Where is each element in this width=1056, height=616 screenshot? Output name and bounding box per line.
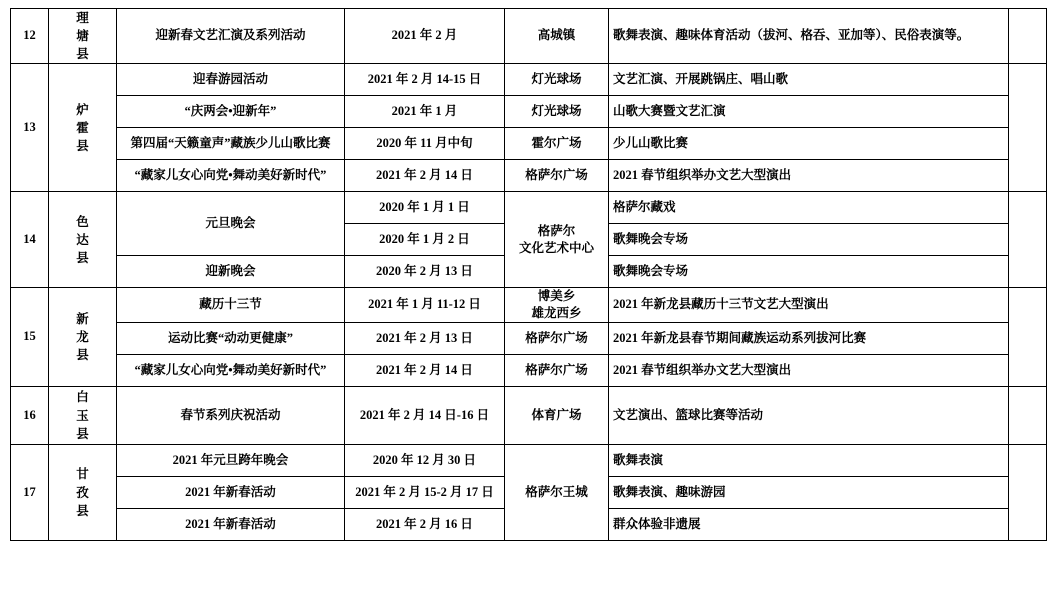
- spacer-cell: [1009, 64, 1047, 192]
- activity-place: 灯光球场: [505, 64, 609, 96]
- row-number: 13: [11, 64, 49, 192]
- activity-name: “藏家儿女心向党•舞动美好新时代”: [117, 355, 345, 387]
- activity-name: 元旦晚会: [117, 192, 345, 256]
- activity-time: 2021 年 1 月: [345, 96, 505, 128]
- document-page: [0, 8, 1056, 616]
- activity-place: 体育广场: [505, 387, 609, 445]
- activity-time: 2021 年 2 月 16 日: [345, 509, 505, 541]
- activity-time: 2021 年 2 月: [345, 9, 505, 64]
- activity-place: 霍尔广场: [505, 128, 609, 160]
- row-number: 17: [11, 445, 49, 541]
- activity-time: 2020 年 12 月 30 日: [345, 445, 505, 477]
- table-body: [11, 9, 1047, 541]
- activity-name: 春节系列庆祝活动: [117, 387, 345, 445]
- activity-name: 第四届“天籁童声”藏族少儿山歌比赛: [117, 128, 345, 160]
- activity-name: 2021 年新春活动: [117, 509, 345, 541]
- activity-time: 2021 年 2 月 14 日-16 日: [345, 387, 505, 445]
- county-name: 炉 霍 县: [49, 64, 117, 192]
- activity-name: 运动比赛“动动更健康”: [117, 323, 345, 355]
- activity-content: 文艺汇演、开展跳锅庄、唱山歌: [609, 64, 1009, 96]
- activity-content: 群众体验非遗展: [609, 509, 1009, 541]
- table-row: [11, 288, 1047, 323]
- spacer-cell: [1009, 288, 1047, 387]
- activity-content: 2021 春节组织举办文艺大型演出: [609, 160, 1009, 192]
- activity-content: 歌舞晚会专场: [609, 224, 1009, 256]
- table-row: [11, 96, 1047, 128]
- activity-place: 格萨尔广场: [505, 355, 609, 387]
- activity-place: 格萨尔广场: [505, 160, 609, 192]
- activity-name: “藏家儿女心向党•舞动美好新时代”: [117, 160, 345, 192]
- county-name: 甘 孜 县: [49, 445, 117, 541]
- activity-time: 2021 年 2 月 15-2 月 17 日: [345, 477, 505, 509]
- activity-time: 2020 年 1 月 2 日: [345, 224, 505, 256]
- table-row: [11, 192, 1047, 224]
- activity-place: 格萨尔王城: [505, 445, 609, 541]
- activity-place: 格萨尔 文化艺术中心: [505, 192, 609, 288]
- spacer-cell: [1009, 445, 1047, 541]
- activity-name: 迎新春文艺汇演及系列活动: [117, 9, 345, 64]
- table-row: [11, 64, 1047, 96]
- activity-content: 歌舞表演: [609, 445, 1009, 477]
- county-name: 新 龙 县: [49, 288, 117, 387]
- table-row: [11, 160, 1047, 192]
- row-number: 15: [11, 288, 49, 387]
- spacer-cell: [1009, 9, 1047, 64]
- activity-time: 2021 年 2 月 14 日: [345, 355, 505, 387]
- row-number: 12: [11, 9, 49, 64]
- activity-name: 藏历十三节: [117, 288, 345, 323]
- activity-place: 博美乡 雄龙西乡: [505, 288, 609, 323]
- activity-time: 2021 年 2 月 14 日: [345, 160, 505, 192]
- table-row: [11, 9, 1047, 64]
- spacer-cell: [1009, 387, 1047, 445]
- activity-time: 2021 年 1 月 11-12 日: [345, 288, 505, 323]
- activity-time: 2020 年 2 月 13 日: [345, 256, 505, 288]
- activity-name: “庆两会•迎新年”: [117, 96, 345, 128]
- activity-place: 格萨尔广场: [505, 323, 609, 355]
- activity-name: 迎春游园活动: [117, 64, 345, 96]
- activity-place: 灯光球场: [505, 96, 609, 128]
- activity-name: 迎新晚会: [117, 256, 345, 288]
- activity-content: 格萨尔藏戏: [609, 192, 1009, 224]
- activity-content: 歌舞表演、趣味游园: [609, 477, 1009, 509]
- table-row: [11, 128, 1047, 160]
- activity-content: 少儿山歌比赛: [609, 128, 1009, 160]
- activity-schedule-table: [10, 8, 1047, 541]
- table-row: [11, 355, 1047, 387]
- activity-content: 2021 春节组织举办文艺大型演出: [609, 355, 1009, 387]
- table-row: [11, 323, 1047, 355]
- activity-time: 2021 年 2 月 13 日: [345, 323, 505, 355]
- county-name: 色 达 县: [49, 192, 117, 288]
- activity-name: 2021 年新春活动: [117, 477, 345, 509]
- activity-content: 文艺演出、篮球比赛等活动: [609, 387, 1009, 445]
- row-number: 14: [11, 192, 49, 288]
- activity-content: 山歌大赛暨文艺汇演: [609, 96, 1009, 128]
- activity-content: 歌舞晚会专场: [609, 256, 1009, 288]
- activity-content: 2021 年新龙县春节期间藏族运动系列拔河比赛: [609, 323, 1009, 355]
- activity-time: 2021 年 2 月 14-15 日: [345, 64, 505, 96]
- table-row: [11, 387, 1047, 445]
- activity-place: 高城镇: [505, 9, 609, 64]
- activity-time: 2020 年 1 月 1 日: [345, 192, 505, 224]
- activity-content: 2021 年新龙县藏历十三节文艺大型演出: [609, 288, 1009, 323]
- activity-time: 2020 年 11 月中旬: [345, 128, 505, 160]
- row-number: 16: [11, 387, 49, 445]
- spacer-cell: [1009, 192, 1047, 288]
- county-name: 白 玉 县: [49, 387, 117, 445]
- activity-name: 2021 年元旦跨年晚会: [117, 445, 345, 477]
- table-row: [11, 445, 1047, 477]
- county-name: 理 塘 县: [49, 9, 117, 64]
- activity-content: 歌舞表演、趣味体育活动（拔河、格吞、亚加等）、民俗表演等。: [609, 9, 1009, 64]
